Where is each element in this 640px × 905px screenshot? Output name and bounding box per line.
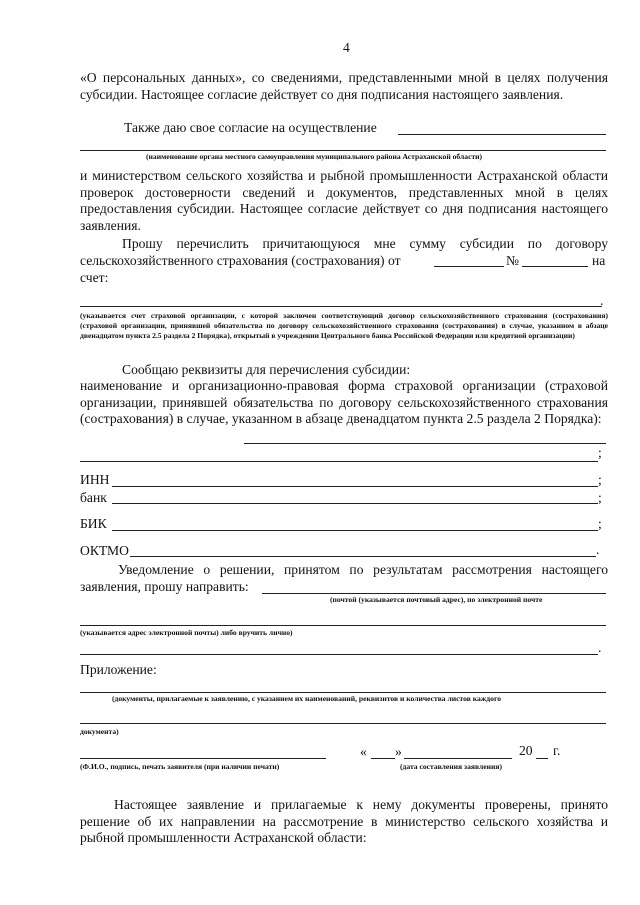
caption-post: (почтой (указывается почтовый адрес), по электронной почте	[330, 595, 543, 604]
insurer-line-semicolon: ;	[598, 445, 602, 460]
page-number: 4	[343, 40, 350, 55]
date-close-quote: »	[395, 744, 402, 759]
paragraph-consent-personal-data: «О персональных данных», со сведениями, представленными мной в целях получения субсидии. Настоящее согласие действует со дня подписания настоящего заявления.	[80, 70, 608, 102]
insurer-name-line-2[interactable]	[80, 461, 598, 462]
paragraph-verification-decision	[80, 797, 608, 847]
caption-docs-line-1: (документы, прилагаемые к заявлению, с указанием их наименований, реквизитов и количества листов каждого	[112, 694, 501, 703]
verification-decision-text: Настоящее заявление и прилагаемые к нему документы проверены, принято решение об их направлении на рассмотрение в министерство сельского хозяйства и рыбной промышленности Астраханской области:	[80, 797, 608, 845]
field-bank-label: банк	[80, 490, 107, 505]
attachments-line-1[interactable]	[80, 692, 606, 693]
account-line[interactable]	[80, 306, 602, 307]
inn-input-line[interactable]	[112, 486, 598, 487]
signature-line[interactable]	[80, 758, 326, 759]
notification-request	[80, 562, 608, 595]
notification-extra-period: .	[598, 640, 602, 655]
inn-semicolon: ;	[598, 472, 602, 487]
notification-address-line-2[interactable]	[80, 625, 606, 626]
notification-address-line-1[interactable]	[262, 593, 606, 594]
oktmo-period: .	[596, 542, 600, 557]
attachments-label: Приложение:	[80, 662, 157, 677]
contract-number-line[interactable]	[522, 266, 588, 267]
caption-account: (указывается счет страховой организации, с которой заключен соответствующий договор сельскохозяйственного страхования (сострахования) (страховой организации, принявшей обязательства по договору сельскохозяйственного страхования (сострахования) в случае, указанном в абзаце двенадцатом пункта 2.5 раздела 2 Порядка), открытый в учреждении Центрального банка Российской Федерации или кредитной организации)	[80, 311, 608, 340]
bank-semicolon: ;	[598, 490, 602, 505]
paragraph-verification: и министерством сельского хозяйства и рыбной промышленности Астраханской области проверок достоверности сведений и документов, представленных мной в целях предоставления субсидии. Настоящее согласие действует со дня подписания настоящего заявления.	[80, 168, 608, 233]
caption-org: (наименование органа местного самоуправления муниципального района Астраханской области)	[146, 152, 483, 161]
transfer-account-word: счет:	[80, 270, 109, 285]
notification-extra-line[interactable]	[80, 654, 598, 655]
contract-date-line[interactable]	[434, 266, 504, 267]
notification-request-text: Уведомление о решении, принятом по результатам рассмотрения настоящего заявления, прошу направить:	[80, 562, 608, 594]
consent-org-line-1[interactable]	[398, 134, 606, 135]
attachments-line-2[interactable]	[80, 723, 606, 724]
caption-signature: (Ф.И.О., подпись, печать заявителя (при наличии печати)	[80, 762, 280, 771]
bik-semicolon: ;	[598, 516, 602, 531]
date-month-line[interactable]	[404, 758, 512, 759]
caption-email: (указывается адрес электронной почты) либо вручить лично)	[80, 628, 293, 637]
paragraph-transfer-request	[80, 236, 608, 269]
date-year-line[interactable]	[536, 758, 548, 759]
date-year-prefix: 20	[519, 743, 533, 758]
bank-input-line[interactable]	[112, 503, 598, 504]
account-line-period: .	[600, 293, 604, 308]
field-oktmo-label: ОКТМО	[80, 543, 129, 558]
requisites-body: наименование и организационно-правовая форма страховой организации (страховой организации, принявшей обязательства по договору сельскохозяйственного страхования (сострахования) в случае, указанном в абзаце двенадцатом пункта 2.5 раздела 2 Порядка):	[80, 378, 608, 426]
date-day-line[interactable]	[371, 758, 395, 759]
consent-org-line-2[interactable]	[80, 150, 606, 151]
date-year-suffix: г.	[553, 743, 561, 758]
requisites-lead: Сообщаю реквизиты для перечисления субсидии:	[122, 362, 411, 377]
consent-lead-text: Также даю свое согласие на осуществление	[124, 120, 377, 135]
transfer-na-word: на	[592, 253, 606, 268]
oktmo-input-line[interactable]	[130, 556, 596, 557]
caption-date: (дата составления заявления)	[400, 762, 503, 771]
field-bik-label: БИК	[80, 516, 107, 531]
transfer-request-text: Прошу перечислить причитающуюся мне сумму субсидии по договору сельскохозяйственного страхования (сострахования) от	[80, 236, 608, 268]
date-open-quote: «	[360, 744, 367, 759]
field-inn-label: ИНН	[80, 472, 110, 487]
caption-docs-line-2: документа)	[80, 727, 119, 736]
contract-number-sign: №	[506, 253, 519, 268]
bik-input-line[interactable]	[112, 530, 598, 531]
insurer-name-line-1[interactable]	[244, 443, 606, 444]
